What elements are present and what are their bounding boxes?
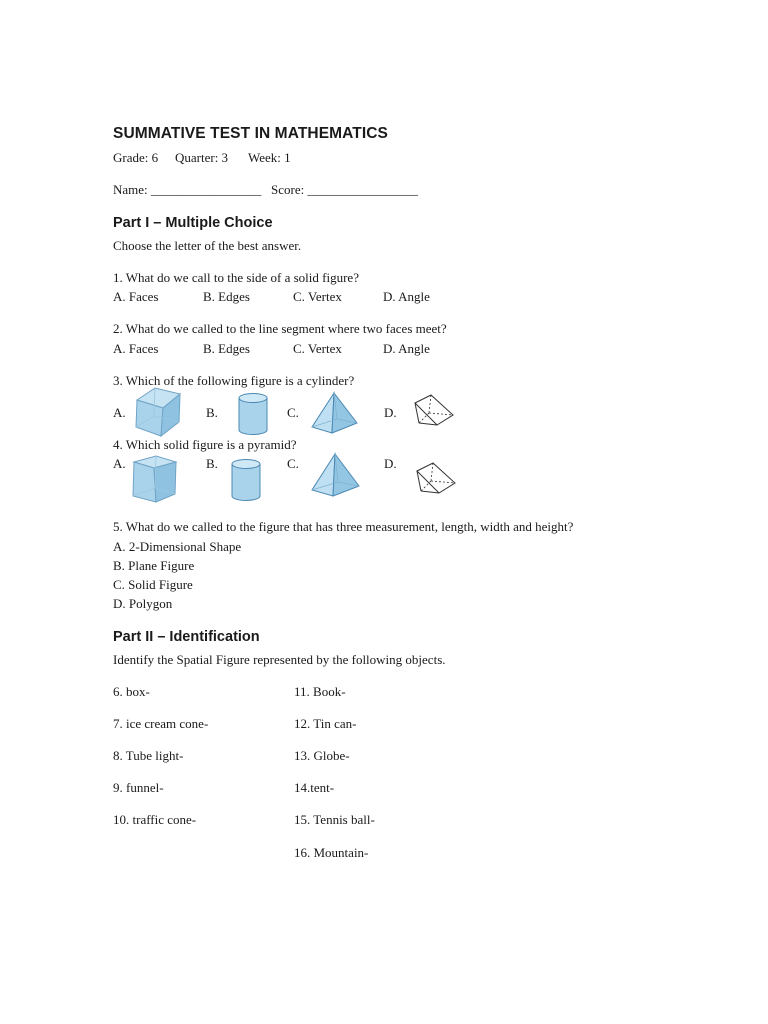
week-label: Week: 1	[248, 150, 291, 165]
item-8: 8. Tube light-	[113, 748, 184, 763]
quarter-label: Quarter: 3	[175, 150, 229, 165]
triangular-prism-icon	[413, 461, 459, 497]
part1-heading: Part I – Multiple Choice	[113, 215, 273, 231]
item-9: 9. funnel-	[113, 780, 164, 795]
part2-heading: Part II – Identification	[113, 629, 260, 645]
q4-label-a: A.	[113, 456, 126, 471]
question-3: 3. Which of the following figure is a cylinder?	[113, 373, 355, 388]
item-15: 15. Tennis ball-	[294, 812, 375, 827]
score-field: Score: _________________	[271, 182, 418, 197]
q4-label-b: B.	[206, 456, 218, 471]
item-11: 11. Book-	[294, 684, 346, 699]
q1-choice-c: C. Vertex	[293, 289, 342, 304]
q5-choice-a: A. 2-Dimensional Shape	[113, 539, 242, 554]
question-1: 1. What do we call to the side of a solid figure?	[113, 270, 359, 285]
question-5: 5. What do we called to the figure that has three measurement, length, width and height?	[113, 519, 574, 534]
page-title: SUMMATIVE TEST IN MATHEMATICS	[113, 125, 388, 142]
q2-choice-b: B. Edges	[203, 341, 250, 356]
q2-choice-d: D. Angle	[383, 341, 430, 356]
q1-choice-d: D. Angle	[383, 289, 430, 304]
q2-choice-c: C. Vertex	[293, 341, 342, 356]
question-2: 2. What do we called to the line segment where two faces meet?	[113, 321, 447, 336]
question-4: 4. Which solid figure is a pyramid?	[113, 437, 297, 452]
item-12: 12. Tin can-	[294, 716, 357, 731]
q3-label-a: A.	[113, 405, 126, 420]
triangular-prism-icon	[411, 393, 457, 429]
item-13: 13. Globe-	[294, 748, 350, 763]
q5-choice-c: C. Solid Figure	[113, 577, 193, 592]
q1-choice-b: B. Edges	[203, 289, 250, 304]
name-field: Name: _________________	[113, 182, 262, 197]
grade-label: Grade: 6	[113, 150, 159, 165]
q3-label-c: C.	[287, 405, 299, 420]
q4-label-c: C.	[287, 456, 299, 471]
item-16: 16. Mountain-	[294, 845, 369, 860]
pyramid-icon	[310, 391, 360, 435]
cylinder-icon	[230, 458, 262, 502]
cube-icon	[130, 452, 180, 504]
item-14: 14.tent-	[294, 780, 335, 795]
q4-label-d: D.	[384, 456, 397, 471]
cube-icon	[133, 386, 183, 438]
q2-choice-a: A. Faces	[113, 341, 159, 356]
item-7: 7. ice cream cone-	[113, 716, 209, 731]
q1-choice-a: A. Faces	[113, 289, 159, 304]
cylinder-icon	[237, 392, 269, 436]
part2-instruction: Identify the Spatial Figure represented by the following objects.	[113, 652, 446, 667]
item-10: 10. traffic cone-	[113, 812, 197, 827]
q3-label-d: D.	[384, 405, 397, 420]
part1-instruction: Choose the letter of the best answer.	[113, 238, 302, 253]
q5-choice-d: D. Polygon	[113, 596, 173, 611]
q3-label-b: B.	[206, 405, 218, 420]
pyramid-icon	[310, 452, 362, 498]
q5-choice-b: B. Plane Figure	[113, 558, 195, 573]
item-6: 6. box-	[113, 684, 150, 699]
